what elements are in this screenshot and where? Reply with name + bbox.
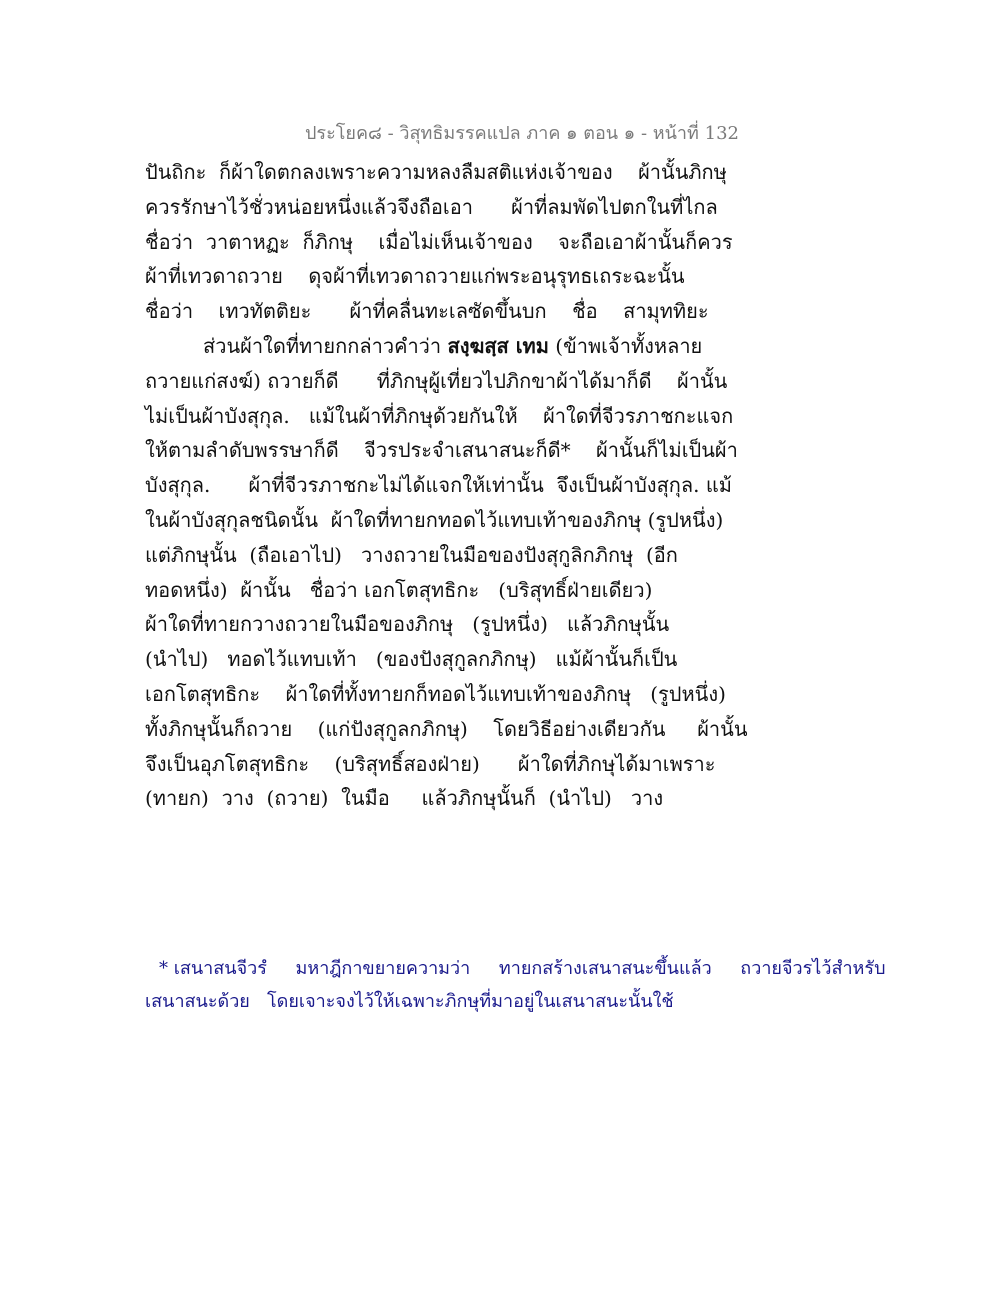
text-line: ไม่เป็นผ้าบังสุกุล. แม้ในผ้าที่ภิกษุด้วยกันให้ ผ้าใดที่จีวรภาชกะแจก bbox=[145, 403, 734, 428]
text-line: (ทายก) วาง (ถวาย) ในมือ แล้วภิกษุนั้นก็ (นำไป) วาง bbox=[145, 786, 664, 811]
text-line: ผ้าที่เทวดาถวาย ดุจผ้าที่เทวดาถวายแก่พระอนุรุทธเถระฉะนั้น bbox=[145, 264, 685, 289]
body-text bbox=[145, 155, 748, 816]
footnote bbox=[145, 952, 886, 1018]
paragraph-start-line bbox=[145, 329, 720, 364]
text-line: ชื่อว่า เทวทัตติยะ ผ้าที่คลื่นทะเลซัดขึ้นบก ชื่อ สามุททิยะ bbox=[145, 299, 709, 324]
footnote-line: เสนาสนะด้วย โดยเจาะจงไว้ให้เฉพาะภิกษุที่มาอยู่ในเสนาสนะนั้นใช้ bbox=[145, 991, 674, 1012]
text-line: บังสุกุล. ผ้าที่จีวรภาชกะไม่ได้แจกให้เท่านั้น จึงเป็นผ้าบังสุกุล. แม้ bbox=[145, 473, 732, 498]
para-prefix: ส่วนผ้าใดที่ทายกกล่าวคำว่า bbox=[203, 333, 448, 358]
text-line: เอกโตสุทธิกะ ผ้าใดที่ทั้งทายกก็ทอดไว้แทบเท้าของภิกษุ (รูปหนึ่ง) bbox=[145, 681, 726, 706]
text-line: ควรรักษาไว้ชั่วหน่อยหนึ่งแล้วจึงถือเอา ผ้าที่ลมพัดไปตกในที่ไกล bbox=[145, 194, 718, 219]
text-line: ชื่อว่า วาตาหฏะ ก็ภิกษุ เมื่อไม่เห็นเจ้าของ จะถือเอาผ้านั้นก็ควร bbox=[145, 229, 733, 254]
para-suffix: (ข้าพเจ้าทั้งหลาย bbox=[548, 333, 703, 358]
page-header bbox=[305, 120, 739, 148]
text-line: ทอดหนึ่ง) ผ้านั้น ชื่อว่า เอกโตสุทธิกะ (บริสุทธิ์ฝ่ายเดียว) bbox=[145, 577, 653, 602]
text-line: (นำไป) ทอดไว้แทบเท้า (ของปังสุกูลกภิกษุ) แม้ผ้านั้นก็เป็น bbox=[145, 647, 678, 672]
text-line: จึงเป็นอุภโตสุทธิกะ (บริสุทธิ์สองฝ่าย) ผ้าใดที่ภิกษุได้มาเพราะ bbox=[145, 751, 716, 776]
text-line: ทั้งภิกษุนั้นก็ถวาย (แก่ปังสุกูลกภิกษุ) โดยวิธีอย่างเดียวกัน ผ้านั้น bbox=[145, 716, 748, 741]
pali-term-bold: สงฺฆสฺส เทม bbox=[447, 333, 549, 358]
footnote-line: * เสนาสนจีวรํ มหาฎีกาขยายความว่า ทายกสร้างเสนาสนะขึ้นแล้ว ถวายจีวรไว้สำหรับ bbox=[159, 958, 886, 979]
page-header-text: ประโยค๘ - วิสุทธิมรรคแปล ภาค ๑ ตอน ๑ - หน้าที่ 132 bbox=[305, 123, 739, 144]
text-line: ในผ้าบังสุกุลชนิดนั้น ผ้าใดที่ทายกทอดไว้แทบเท้าของภิกษุ (รูปหนึ่ง) bbox=[145, 507, 724, 532]
text-line: ถวายแก่สงฆ์) ถวายก็ดี ที่ภิกษุผู้เที่ยวไปภิกขาผ้าได้มาก็ดี ผ้านั้น bbox=[145, 368, 728, 393]
text-line: ให้ตามลำดับพรรษาก็ดี จีวรประจำเสนาสนะก็ดี* ผ้านั้นก็ไม่เป็นผ้า bbox=[145, 438, 738, 463]
text-line: ปันถิกะ ก็ผ้าใดตกลงเพราะความหลงลืมสติแห่งเจ้าของ ผ้านั้นภิกษุ bbox=[145, 160, 727, 184]
text-line: แต่ภิกษุนั้น (ถือเอาไป) วางถวายในมือของปังสุกูลิกภิกษุ (อีก bbox=[145, 542, 678, 567]
text-line: ผ้าใดที่ทายกวางถวายในมือของภิกษุ (รูปหนึ่ง) แล้วภิกษุนั้น bbox=[145, 612, 670, 637]
